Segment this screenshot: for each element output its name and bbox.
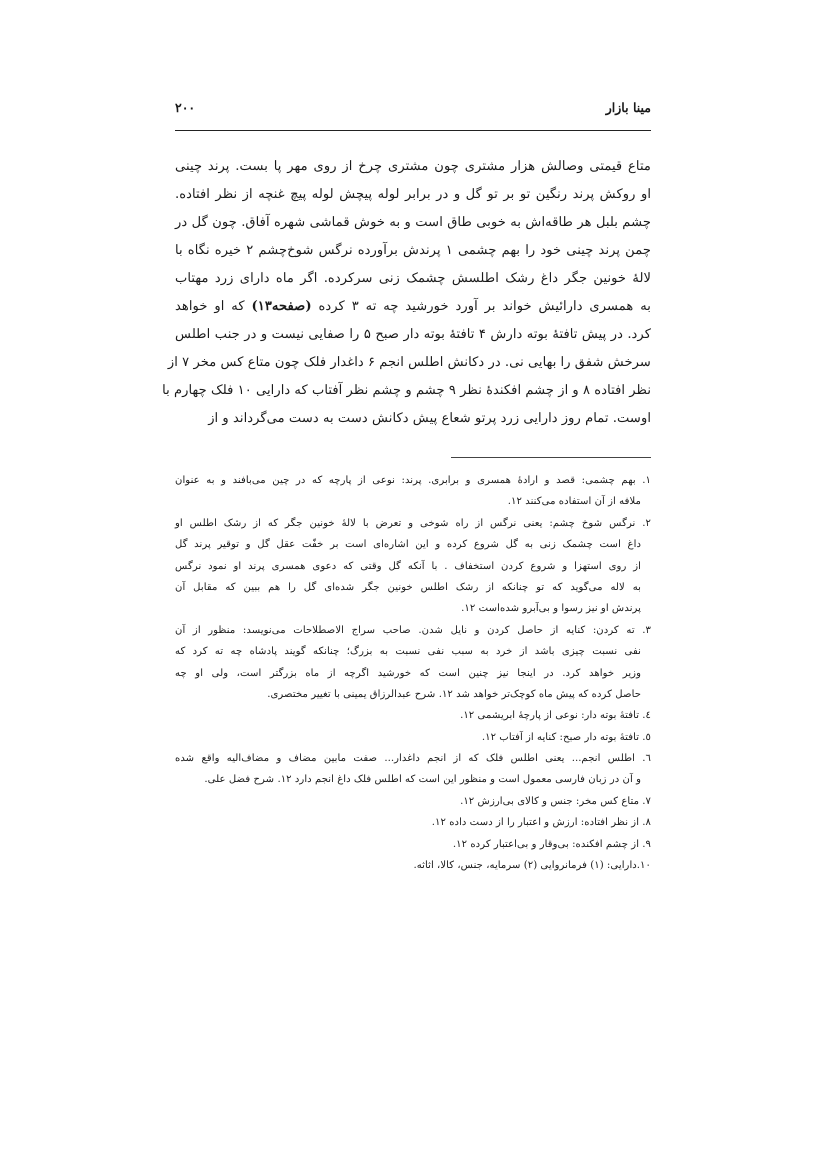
running-header: [175, 100, 651, 130]
footnote: [175, 513, 651, 620]
footnote: [175, 791, 651, 812]
footnote-line: نفی نسبت چیزی باشد از خرد به سبب نفی نسبت به بزرگ؛ چنانکه گویند پادشاه چه ته کرد که: [175, 646, 641, 658]
body-line: نظر افتاده ۸ و از چشم افکندهٔ نظر ۹ چشم و چشم نظر آفتاب که دارایی ۱۰ فلک چهارم با: [162, 383, 651, 398]
page-reference: (صفحه۱۳): [251, 299, 312, 314]
footnote-line: ۸. از نظر افتاده: ارزش و اعتبار را از دست داده ۱۲.: [431, 817, 651, 829]
footnote-line: حاصل کرده که پیش ماه کوچک‌تر خواهد شد ۱۲. شرح عبدالرزاق یمینی با تغییر مختصری.: [267, 688, 641, 700]
body-line-text: که او خواهد: [175, 299, 252, 314]
body-line: [175, 293, 651, 321]
footnote-line: وزیر خواهد کرد. در اینجا نیز چنین است که خورشید اگرچه از ماه بزرگتر است، ولی او چه: [175, 667, 641, 679]
body-line: چمن پرند چینی خود را بهم چشمی ۱ پرندش برآورده نرگس شوخ‌چشم ۲ خیره نگاه با: [175, 243, 651, 258]
footnote: [175, 620, 651, 706]
footnote-line: ٥. تافتهٔ بوته دار صبح: کنایه از آفتاب ۱۲.: [481, 731, 651, 743]
body-text: [162, 153, 651, 433]
body-line: اوست. تمام روز دارایی زرد پرتو شعاع پیش دکانش دست به دست می‌گرداند و از: [208, 411, 651, 426]
body-line: چشم بلبل هر طاقه‌اش به خوبی طاق است و به خوش قماشی شهره آفاق. چون گل در: [175, 215, 651, 230]
footnote-line: به لاله می‌گوید که تو چنانکه از رشک اطلس خونین جگر شده‌ای گل را هم ببین که مقابل آن: [175, 581, 641, 593]
footnote-line: و آن در زبان فارسی معمول است و منظور این است که اطلس فلک داغ انجم دارد ۱۲. شرح فضل علی.: [204, 774, 641, 786]
footnote-line: ۳. ته کردن: کنایه از حاصل کردن و نایل شدن. صاحب سراج الاصطلاحات می‌نویسد: منظور از آن: [175, 624, 651, 636]
footnote-line: ٤. تافتهٔ بوته دار: نوعی از پارچهٔ ابریشمی ۱۲.: [460, 710, 651, 722]
footnotes: [175, 470, 651, 876]
body-line: کرد. در پیش تافتهٔ بوته دارش ۴ تافتهٔ بوته دار صبح ۵ را صفایی نیست و در جنب اطلس: [175, 327, 651, 342]
footnote-line: ۱. بهم چشمی: قصد و ارادهٔ همسری و برابری. پرند: نوعی از پارچه که در چین می‌بافند و به عنوان: [175, 475, 651, 486]
footnote-line: از روی استهزا و شروع کردن استخفاف . با آنکه گل وقتی که دعوی همسری پرند او نمود نرگس: [175, 560, 641, 572]
body-line: متاع قیمتی وصالش هزار مشتری چون مشتری چرخ از روی مهر پا بست. پرند چینی: [175, 159, 651, 174]
page-number: ۲۰۰: [175, 100, 196, 115]
header-rule: [175, 130, 651, 131]
footnote-line: پرندش او نیز رسوا و بی‌آبرو شده‌است ۱۲.: [461, 603, 641, 615]
body-line: لالهٔ خونین جگر داغ رشک اطلسش چشمک زنی سرکرده. اگر ماه دارای زرد مهتاب: [175, 271, 651, 286]
footnote: [175, 705, 651, 726]
body-line-text: به همسری دارائیش خواند بر آورد خورشید چه ته ۳ کرده: [318, 299, 651, 314]
running-title: مینا بازار: [605, 100, 651, 115]
footnote-line: ۹. از چشم افکنده: بی‌وقار و بی‌اعتبار کرده ۱۲.: [452, 838, 651, 850]
footnote: [175, 727, 651, 748]
footnote: [175, 834, 651, 855]
page: [162, 100, 651, 876]
footnote-line: ۲. نرگس شوخ چشم: یعنی نرگس از راه شوخی و تعرض با لالهٔ خونین جگر که از رشک اطلس او: [175, 517, 651, 529]
footnote-rule: [451, 457, 651, 458]
footnote: [175, 470, 651, 513]
footnote-line: ۷. متاع کس مخر: جنس و کالای بی‌ارزش ۱۲.: [460, 795, 651, 807]
body-line: او روکش پرند رنگین تو بر تو گل و در برابر لوله پیچش لوله پیچ غنچه از نظر افتاده.: [175, 187, 651, 202]
footnote-line: ۱۰.دارایی: (۱) فرمانروایی (۲) سرمایه، جنس، کالا، اثاثه.: [413, 860, 651, 872]
footnote: [175, 748, 651, 791]
footnote: [175, 855, 651, 876]
body-line: سرخش شفق را بهایی نی. در دکانش اطلس انجم ۶ داغدار فلک چون متاع کس مخر ۷ از: [167, 355, 651, 370]
footnote-line: ملافه از آن استفاده می‌کنند ۱۲.: [507, 496, 641, 508]
footnote-line: داغ است چشمک زنی به گل شروع کرده و این اشاره‌ای است بر خفّت عقل گل و توقیر پرند گل: [175, 539, 641, 551]
footnote: [175, 812, 651, 833]
footnote-line: ٦. اطلس انجم... یعنی اطلس فلک که از انجم داغدار... صفت مابین مضاف و مضاف‌الیه واقع شده: [175, 753, 651, 765]
